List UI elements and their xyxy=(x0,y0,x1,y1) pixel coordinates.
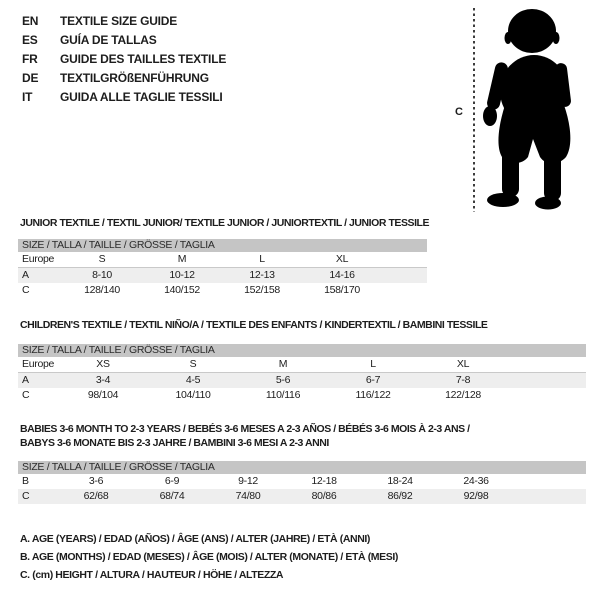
language-code: IT xyxy=(22,90,33,104)
language-row-it xyxy=(22,88,226,107)
language-code: DE xyxy=(22,71,39,85)
junior-size-table xyxy=(18,239,427,298)
table-row-height xyxy=(18,388,586,403)
language-code: EN xyxy=(22,14,39,28)
language-code: FR xyxy=(22,52,38,66)
size-band-label: SIZE / TALLA / TAILLE / GRÖSSE / TAGLIA xyxy=(18,239,427,252)
size-cell: 128/140 xyxy=(84,284,120,296)
size-cell: XL xyxy=(302,252,382,268)
size-band-row xyxy=(18,239,427,252)
size-band-row xyxy=(18,344,586,357)
table-row-europe xyxy=(18,252,427,268)
size-cell: M xyxy=(142,252,222,268)
size-cell: 6-7 xyxy=(328,373,418,389)
section-title-children: CHILDREN'S TEXTILE / TEXTIL NIÑO/A / TEXTILE DES ENFANTS / KINDERTEXTIL / BAMBINI TESSILE xyxy=(20,319,488,331)
size-cell: 68/74 xyxy=(134,489,210,504)
size-cell: 7-8 xyxy=(418,373,508,389)
babies-size-table xyxy=(18,461,586,504)
language-row-en xyxy=(22,12,226,31)
size-cell: 104/110 xyxy=(175,389,211,401)
size-cell: 86/92 xyxy=(362,489,438,504)
size-cell: 110/116 xyxy=(265,389,301,401)
language-row-de xyxy=(22,69,226,88)
language-title-list xyxy=(22,12,226,107)
row-label: Europe xyxy=(18,252,62,268)
size-cell: 18-24 xyxy=(387,475,413,487)
size-band-row xyxy=(18,461,586,474)
size-cell: S xyxy=(62,252,142,268)
size-cell: 6-9 xyxy=(164,475,180,487)
size-cell: 24-36 xyxy=(463,475,489,487)
size-cell: 158/170 xyxy=(324,284,360,296)
size-cell: 12-18 xyxy=(311,475,337,487)
row-label: A xyxy=(18,373,58,389)
size-cell: 3-6 xyxy=(88,475,104,487)
legend-line-c: C. (cm) HEIGHT / ALTURA / HAUTEUR / HÖHE / ALTEZZA xyxy=(20,569,284,581)
legend-line-a: A. AGE (YEARS) / EDAD (AÑOS) / ÂGE (ANS) / ALTER (JAHRE) / ETÀ (ANNI) xyxy=(20,533,371,545)
row-label: B xyxy=(22,475,29,487)
language-title: GUÍA DE TALLAS xyxy=(60,33,157,47)
baby-silhouette xyxy=(483,7,593,212)
row-label: A xyxy=(18,268,62,284)
size-cell: 80/86 xyxy=(286,489,362,504)
legend-line-b: B. AGE (MONTHS) / EDAD (MESES) / ÂGE (MOIS) / ALTER (MONATE) / ETÀ (MESI) xyxy=(20,551,398,563)
language-title: TEXTILE SIZE GUIDE xyxy=(60,14,178,28)
size-cell: 12-13 xyxy=(222,268,302,284)
size-cell: 74/80 xyxy=(210,489,286,504)
height-c-label: C xyxy=(455,106,463,118)
children-size-table xyxy=(18,344,586,403)
section-title-babies xyxy=(20,422,470,450)
size-cell: 122/128 xyxy=(445,389,481,401)
size-cell: 98/104 xyxy=(87,389,119,401)
size-cell: XS xyxy=(58,357,148,373)
language-code: ES xyxy=(22,33,38,47)
language-row-fr xyxy=(22,50,226,69)
size-cell: 10-12 xyxy=(142,268,222,284)
section-title-line: BABYS 3-6 MONATE BIS 2-3 JAHRE / BAMBINI 3-6 MESI A 2-3 ANNI xyxy=(20,437,329,449)
size-cell: 8-10 xyxy=(62,268,142,284)
table-row-height xyxy=(18,283,427,298)
size-cell: 140/152 xyxy=(164,284,200,296)
table-row-europe xyxy=(18,357,586,373)
section-title-line: BABIES 3-6 MONTH TO 2-3 YEARS / BEBÉS 3-6 MESES A 2-3 AÑOS / BÉBÉS 3-6 MOIS À 2-3 ANS / xyxy=(20,423,470,435)
row-label: C xyxy=(22,389,30,401)
language-row-es xyxy=(22,31,226,50)
row-label: Europe xyxy=(18,357,58,373)
size-cell: 62/68 xyxy=(58,489,134,504)
size-band-label: SIZE / TALLA / TAILLE / GRÖSSE / TAGLIA xyxy=(18,344,586,357)
size-cell: 5-6 xyxy=(238,373,328,389)
language-title: GUIDE DES TAILLES TEXTILE xyxy=(60,52,227,66)
table-row-height xyxy=(18,489,586,504)
row-label: C xyxy=(22,284,30,296)
size-cell: 9-12 xyxy=(238,475,258,487)
size-cell: XL xyxy=(418,357,508,373)
size-cell: 152/158 xyxy=(244,284,280,296)
language-title: GUIDA ALLE TAGLIE TESSILI xyxy=(60,90,223,104)
table-row-age xyxy=(18,268,427,284)
size-cell: S xyxy=(148,357,238,373)
size-cell: 4-5 xyxy=(148,373,238,389)
size-cell: 14-16 xyxy=(302,268,382,284)
size-cell: M xyxy=(238,357,328,373)
size-cell: 92/98 xyxy=(438,489,514,504)
measurement-legend xyxy=(20,530,398,584)
size-cell: L xyxy=(328,357,418,373)
size-cell: 3-4 xyxy=(58,373,148,389)
row-label: C xyxy=(18,489,58,504)
table-row-age xyxy=(18,373,586,389)
size-cell: 116/122 xyxy=(355,389,391,401)
table-row-months xyxy=(18,474,586,489)
height-measure-dashed-line xyxy=(473,8,475,212)
language-title: TEXTILGRÖßENFÜHRUNG xyxy=(60,71,209,85)
size-cell: L xyxy=(222,252,302,268)
size-band-label: SIZE / TALLA / TAILLE / GRÖSSE / TAGLIA xyxy=(18,461,586,474)
section-title-junior: JUNIOR TEXTILE / TEXTIL JUNIOR/ TEXTILE JUNIOR / JUNIORTEXTIL / JUNIOR TESSILE xyxy=(20,217,430,229)
